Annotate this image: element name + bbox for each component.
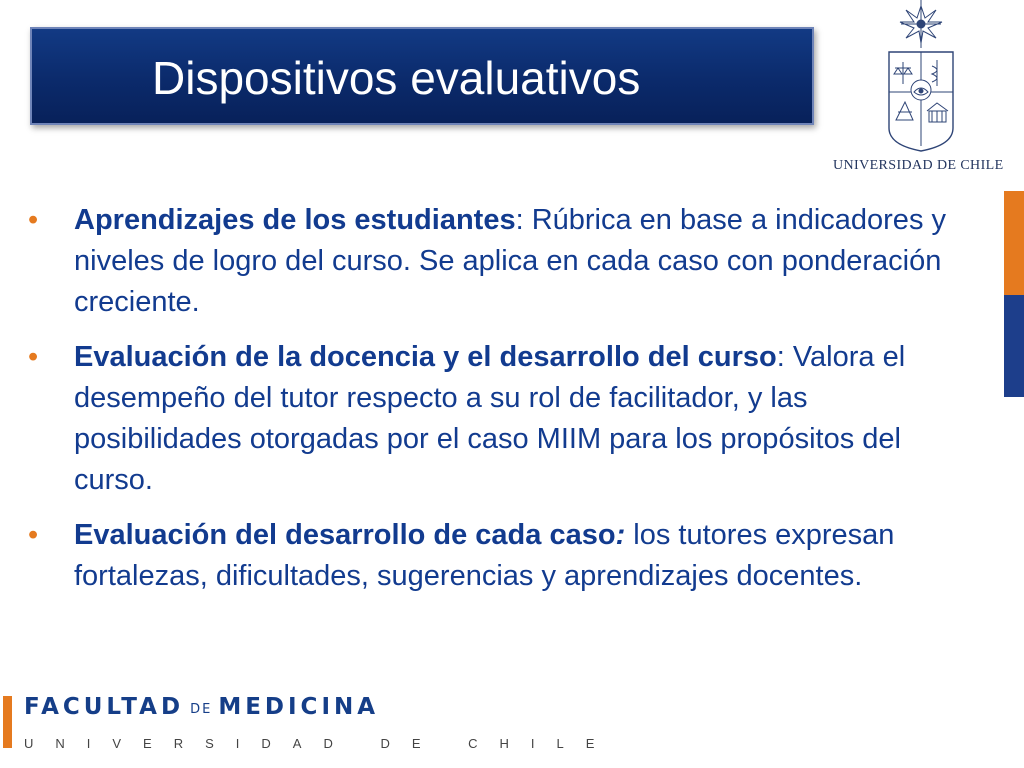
bullet-description: Valora el desempeño del tutor respecto a su rol de facilitador, y las posibilidades otorgadas por el caso MIIM para los propósitos del curso. (74, 341, 906, 496)
university-name: UNIVERSIDAD DE CHILE (833, 158, 1004, 173)
bullet-description: Rúbrica en base a indicadores y niveles de logro del curso. Se aplica en cada caso con ponderación creciente. (74, 204, 946, 318)
bullet-title: Aprendizajes de los estudiantes (74, 204, 516, 236)
bullet-item-case-development (28, 515, 978, 597)
side-accent-stripes (1004, 191, 1024, 397)
bullet-icon: • (28, 204, 39, 236)
footer-orange-accent (3, 696, 12, 748)
bullet-title: Evaluación de la docencia y el desarrollo del curso (74, 341, 777, 373)
bullet-description: los tutores expresan fortalezas, dificultades, sugerencias y aprendizajes docentes. (74, 519, 895, 592)
faculty-de: DE (190, 702, 213, 717)
content-bullet-list (28, 200, 978, 611)
bullet-separator: : (515, 204, 524, 236)
title-banner (30, 27, 814, 125)
bullet-item-teaching (28, 337, 978, 501)
bullet-icon: • (28, 341, 39, 373)
bullet-icon: • (28, 519, 39, 551)
faculty-university-name: UNIVERSIDAD DE CHILE (24, 736, 617, 751)
faculty-word: FACULTAD (24, 694, 185, 720)
bullet-separator: : (776, 341, 785, 373)
orange-accent-stripe (1004, 191, 1024, 295)
university-crest-icon (876, 0, 966, 158)
faculty-logo (24, 694, 379, 720)
medicine-word: MEDICINA (218, 694, 380, 720)
bullet-title: Evaluación del desarrollo de cada caso (74, 519, 616, 551)
slide-title: Dispositivos evaluativos (152, 52, 641, 104)
bullet-separator: : (615, 519, 626, 551)
bullet-item-learning (28, 200, 978, 323)
blue-accent-stripe (1004, 295, 1024, 397)
